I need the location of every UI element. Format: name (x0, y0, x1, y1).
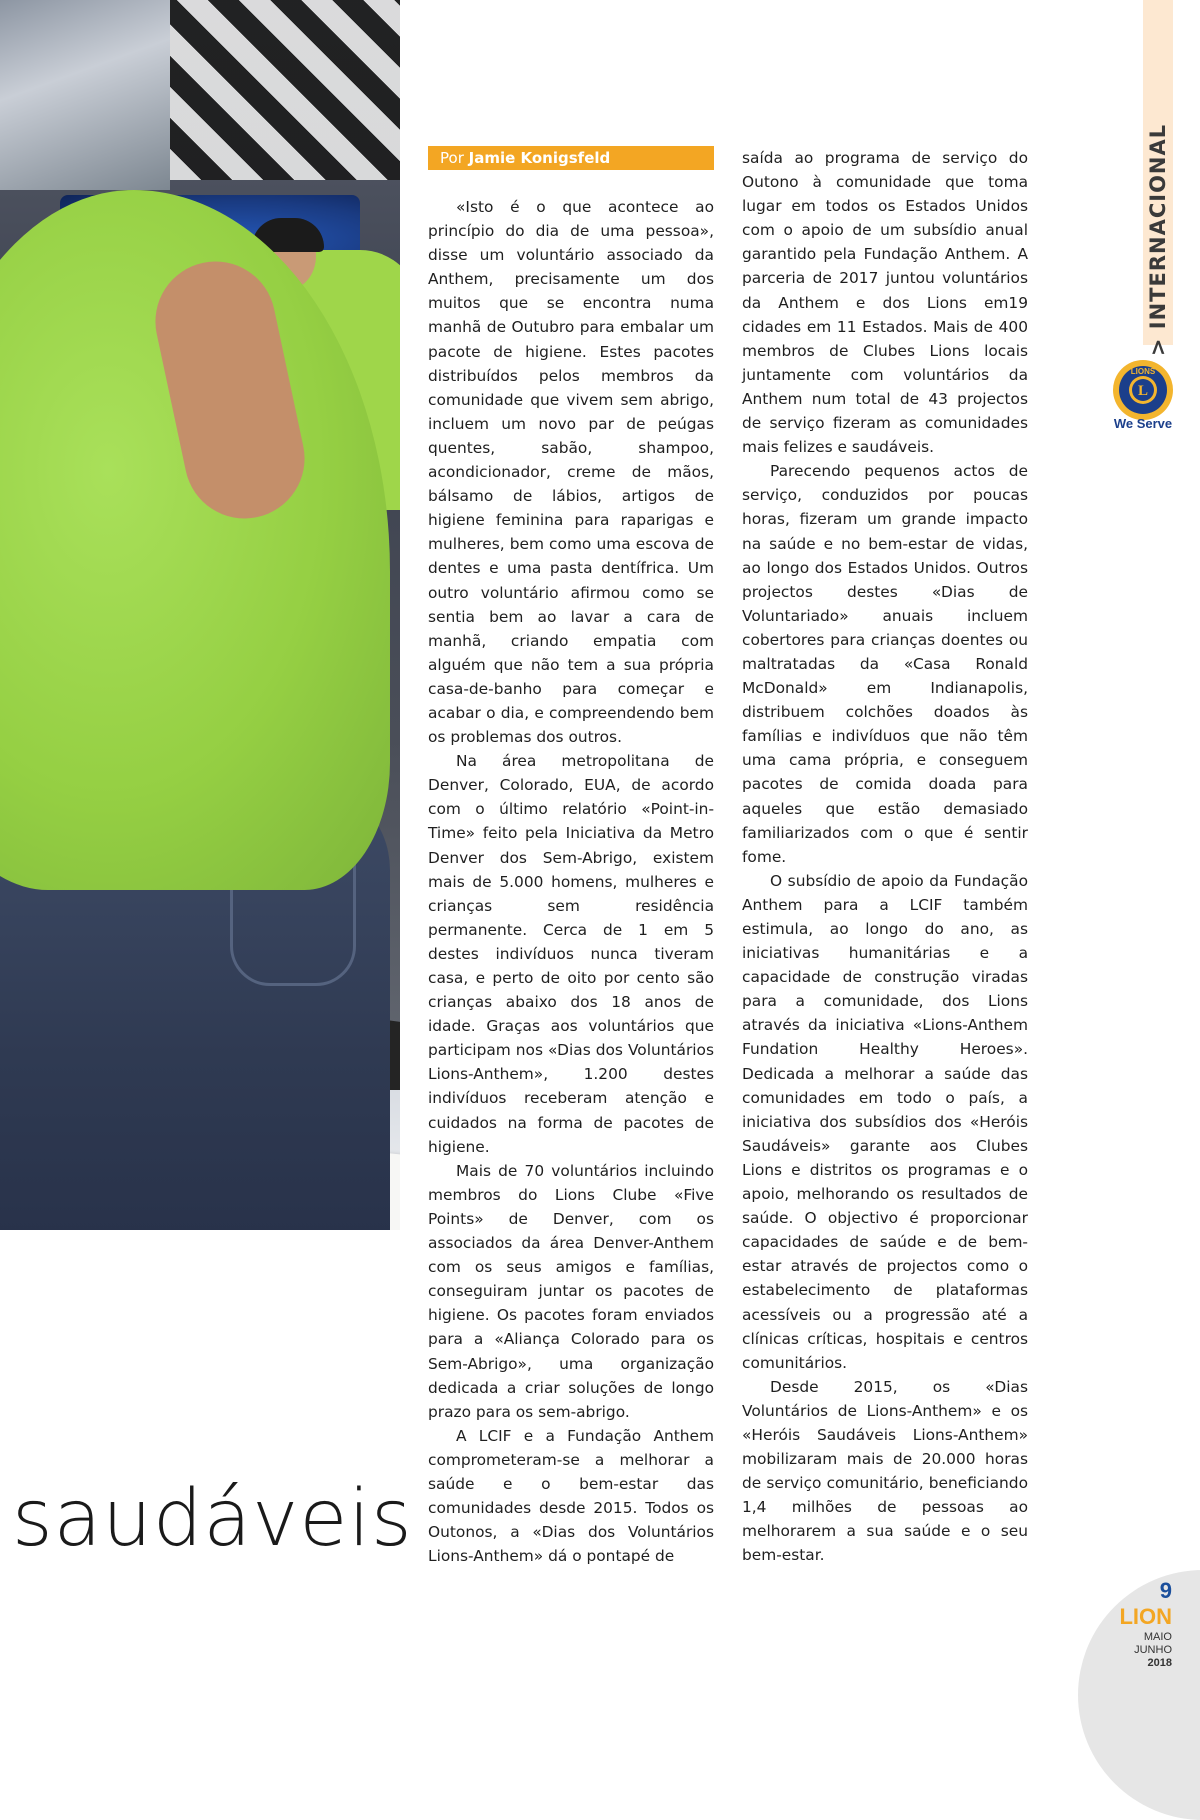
section-label-text: > INTERNACIONAL (1146, 123, 1170, 357)
paragraph: Na área metropolitana de Denver, Colorado, EUA, de acordo com o último relatório «Point-in-Time» feito pela Iniciativa da Metro Denver dos Sem-Abrigo, existem mais de 5.000 homens, mulheres e crianças sem residência permanente. Cerca de 1 em 5 destes indivíduos nunca tiveram casa, e perto de oito por cento são crianças abaixo dos 18 anos de idade. Graças aos voluntários que participam nos «Dias dos Voluntários Lions-Anthem», 1.200 destes indivíduos receberam atenção e cuidados na forma de pacotes de higiene. (428, 752, 714, 1156)
paragraph: Parecendo pequenos actos de serviço, conduzidos por poucas horas, fizeram um grande impacto na saúde e no bem-estar de vidas, ao longo dos Estados Unidos. Outros projectos destes «Dias de Voluntariado» anuais incluem cobertores para crianças doentes ou maltratadas da «Casa Ronald McDonald» em Indianapolis, distribuem colchões doados às famílias e indivíduos que não têm uma cama própria, e conseguem pacotes de comida doada para aqueles que estão demasiado familiarizados com o que é sentir fome. (742, 462, 1028, 866)
issue-date (1112, 1631, 1172, 1670)
byline-author: Jamie Konigsfeld (468, 149, 611, 167)
article-column-1 (428, 195, 714, 1568)
issue-month-1: MAIO (1143, 1631, 1172, 1643)
headline-word: saudáveis (12, 1474, 413, 1564)
article-column-2 (742, 146, 1028, 1568)
lions-logo-text: LIONS (1130, 367, 1156, 376)
issue-month-2: JUNHO (1134, 1644, 1172, 1656)
issue-year: 2018 (1147, 1657, 1172, 1669)
photo-race-screen (0, 0, 170, 190)
lions-tagline: We Serve (1113, 416, 1173, 431)
magazine-name: LION (1119, 1604, 1172, 1629)
photo-checkered-flag (170, 0, 400, 180)
section-label (1143, 123, 1173, 357)
page-number: 9 (1159, 1578, 1172, 1603)
lions-logo-icon (1111, 358, 1175, 422)
paragraph: «Isto é o que acontece ao princípio do dia de uma pessoa», disse um voluntário associado da Anthem, precisamente um dos muitos que se encontra numa manhã de Outubro para embalar um pacote de higiene. Estes pacotes distribuídos pelos membros da comunidade que vivem sem abrigo, incluem um novo par de peúgas quentes, sabão, shampoo, acondicionador, creme de mãos, bálsamo de lábios, artigos de higiene feminina para raparigas e mulheres, bem como uma escova de dentes e uma pasta dentífrica. Um outro voluntário afirmou como se sentia bem ao lavar a cara de manhã, criando empatia com alguém que não tem a sua própria casa-de-banho para começar e acabar o dia, e compreendendo bem os problemas dos outros. (428, 198, 714, 747)
paragraph: O subsídio de apoio da Fundação Anthem para a LCIF também estimula, ao longo do ano, as iniciativas humanitárias e a capacidade de construção viradas para a comunidade, dos Lions através da iniciativa «Lions-Anthem Fundation Healthy Heroes». Dedicada a melhorar a saúde das comunidades em todo o país, a iniciativa dos subsídios dos «Heróis Saudáveis» garante aos Clubes Lions e distritos os programas e o apoio, melhorando os resultados de saúde. O objectivo é proporcionar capacidades de saúde e de bem-estar através de projectos como o estabelecimento de plataformas acessíveis ou a progressão até a clínicas críticas, hospitais e centros comunitários. (742, 871, 1028, 1372)
byline (428, 146, 714, 170)
article-photo (0, 0, 400, 1230)
paragraph: Desde 2015, os «Dias Voluntários de Lions-Anthem» e os «Heróis Saudáveis Lions-Anthem» mobilizaram mais de 20.000 horas de serviço comunitário, beneficiando 1,4 milhões de pessoas ao melhorarem a sua saúde e o seu bem-estar. (742, 1377, 1028, 1565)
paragraph-continuation: saída ao programa de serviço do Outono à comunidade que toma lugar em todos os Estados Unidos com o apoio de um subsídio anual garantido pela Fundação Anthem. A parceria de 2017 juntou voluntários da Anthem e dos Lions em19 cidades em 11 Estados. Mais de 400 membros de Clubes Lions locais juntamente com voluntários da Anthem num total de 43 projectos de serviço fizeram as comunidades mais felizes e saudáveis. (742, 149, 1028, 457)
paragraph: A LCIF e a Fundação Anthem comprometeram-se a melhorar a saúde e o bem-estar das comunidades desde 2015. Todos os Outonos, a «Dias dos Voluntários Lions-Anthem» dá o pontapé de (428, 1426, 714, 1566)
paragraph: Mais de 70 voluntários incluindo membros do Lions Clube «Five Points» de Denver, com os associados da área Denver-Anthem com os seus amigos e famílias, conseguiram juntar os pacotes de higiene. Os pacotes foram enviados para a «Aliança Colorado para os Sem-Abrigo», uma organização dedicada a criar soluções de longo prazo para os sem-abrigo. (428, 1161, 714, 1421)
lions-logo-letter: L (1137, 383, 1149, 399)
byline-prefix: Por (440, 149, 464, 167)
